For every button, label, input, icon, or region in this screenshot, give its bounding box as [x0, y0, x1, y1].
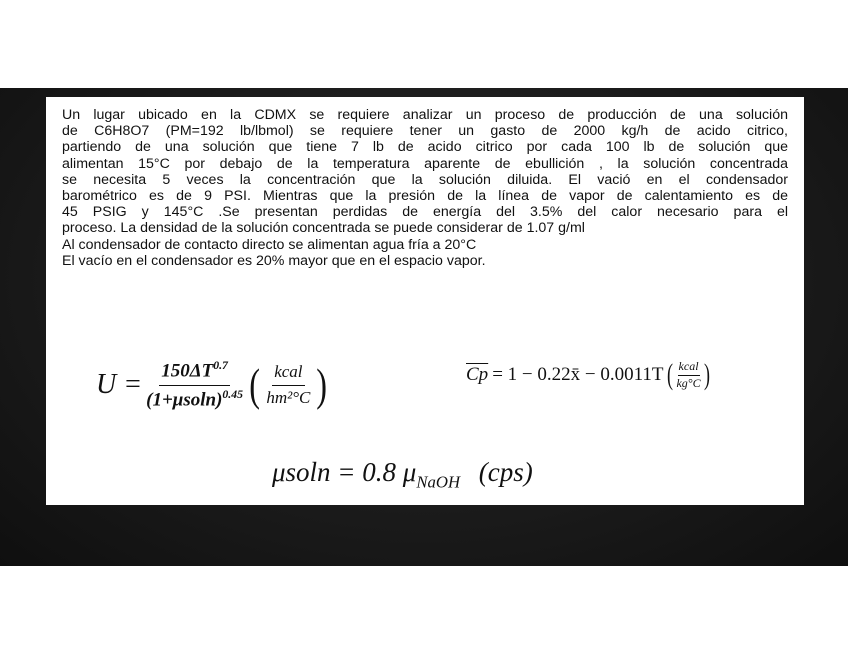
u-lhs: U = — [96, 369, 143, 400]
cp-units — [675, 359, 701, 391]
right-paren: ) — [316, 359, 328, 410]
cp-left-paren: ( — [667, 358, 674, 391]
problem-line-8: proceso. La densidad de la solución concentrada se puede considerar de 1.07 g/ml — [62, 220, 585, 237]
cp-right-paren: ) — [703, 358, 710, 391]
problem-line-5: se necesita 5 veces la concentración que la solución diluida. El vació en el condensador — [62, 171, 788, 188]
u-fraction — [146, 359, 243, 412]
problem-line-2: de C6H8O7 (PM=192 lb/lbmol) se requiere tener un gasto de 2000 kg/h de acido citrico, — [62, 123, 788, 140]
problem-line-3: partiendo de una solución que tiene 7 lb de acido citrico por cada 100 lb de solución que — [62, 139, 788, 156]
mu-unit: (cps) — [478, 457, 533, 487]
cp-rhs: = 1 − 0.22x̄ − 0.0011T — [492, 364, 664, 385]
u-denominator: $(1+\mu soln)^{0.45}$ — [146, 388, 244, 411]
problem-line-4: alimentan 15°C por debajo de la temperatura aparente de ebullición , la solución concentrada — [62, 155, 788, 172]
problem-line-6: barométrico es de 9 PSI. Mientras que la presión de la línea de vapor de calentamiento es de — [62, 188, 788, 205]
u-units — [266, 362, 310, 408]
cp-equation — [466, 359, 712, 391]
cp-unit-denominator: kg°C — [676, 376, 701, 390]
viscosity-equation — [272, 457, 533, 492]
u-equation — [96, 349, 330, 421]
cp-lhs: $\overline{Cp}$ — [466, 364, 489, 385]
problem-line-10: El vacío en el condensador es 20% mayor que en el espacio vapor. — [62, 252, 486, 269]
mu-subscript: NaOH — [416, 472, 461, 492]
u-numerator: $150\Delta T^{0.7}$ — [159, 359, 230, 386]
problem-line-9: Al condensador de contacto directo se alimentan agua fría a 20°C — [62, 236, 477, 253]
left-paren: ( — [249, 359, 261, 410]
u-unit-denominator: hm²°C — [266, 388, 311, 407]
problem-panel — [46, 97, 804, 505]
u-unit-numerator: kcal — [272, 362, 304, 386]
cp-unit-numerator: kcal — [678, 359, 700, 376]
problem-statement — [62, 107, 788, 269]
mu-eq: μsoln = 0.8 μ — [272, 457, 417, 487]
problem-line-1: Un lugar ubicado en la CDMX se requiere analizar un proceso de producción de una solución — [62, 107, 788, 123]
problem-line-7: 45 PSIG y 145°C .Se presentan perdidas de energía del 3.5% del calor necesario para el — [62, 204, 788, 221]
